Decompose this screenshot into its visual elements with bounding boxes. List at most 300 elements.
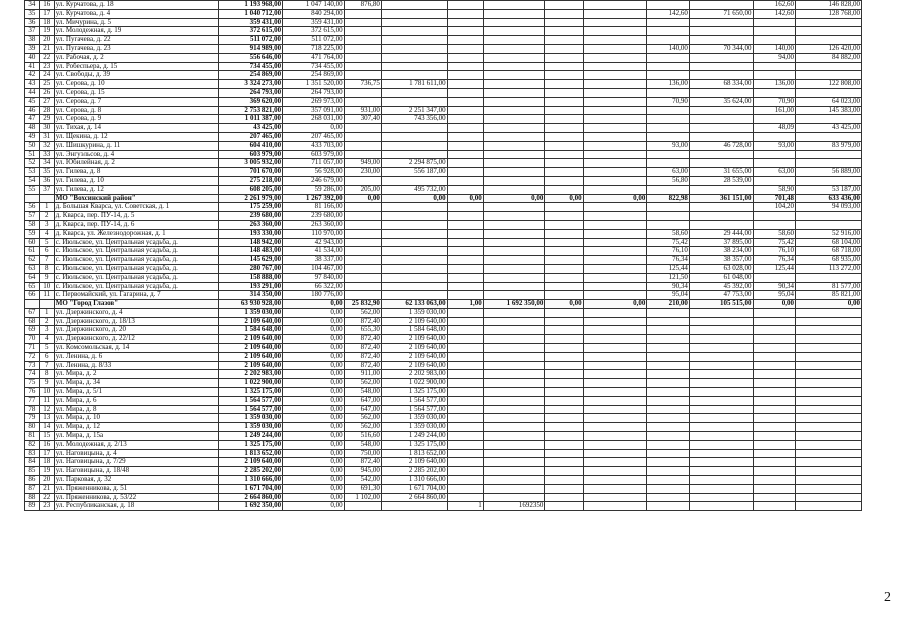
- table-cell: 58,90: [753, 185, 795, 194]
- table-cell: 110 970,00: [283, 229, 345, 238]
- table-cell: [447, 432, 483, 441]
- table-cell: 56 928,00: [283, 168, 345, 177]
- table-cell: 58: [25, 220, 40, 229]
- table-cell: [447, 326, 483, 335]
- table-cell: [545, 247, 583, 256]
- table-cell: 0,00: [283, 335, 345, 344]
- table-cell: [796, 273, 862, 282]
- table-cell: [545, 335, 583, 344]
- table-cell: [483, 97, 545, 106]
- table-row: [25, 36, 862, 45]
- table-cell: 34: [39, 159, 54, 168]
- table-cell: [483, 440, 545, 449]
- table-cell: [447, 396, 483, 405]
- table-cell: [447, 308, 483, 317]
- table-cell: [545, 423, 583, 432]
- table-cell: ул. Серова, д. 8: [54, 106, 219, 115]
- table-cell: ул. Шишкурина, д. 11: [54, 141, 219, 150]
- table-cell: [689, 220, 753, 229]
- table-cell: 34: [25, 1, 40, 10]
- table-cell: 76: [25, 388, 40, 397]
- table-cell: 62 133 063,00: [381, 300, 447, 309]
- table-cell: 736,75: [344, 80, 381, 89]
- table-cell: [545, 62, 583, 71]
- table-cell: [583, 71, 647, 80]
- table-cell: 471 764,00: [283, 53, 345, 62]
- table-cell: [483, 9, 545, 18]
- table-cell: [796, 476, 862, 485]
- table-cell: 0,00: [483, 194, 545, 203]
- table-cell: [583, 106, 647, 115]
- table-cell: 52: [25, 159, 40, 168]
- table-cell: 10: [39, 282, 54, 291]
- table-cell: 9: [39, 273, 54, 282]
- table-cell: [753, 212, 795, 221]
- table-cell: [583, 458, 647, 467]
- table-cell: 145 629,00: [219, 256, 283, 265]
- table-cell: 104,20: [753, 203, 795, 212]
- table-cell: [447, 176, 483, 185]
- table-cell: [583, 326, 647, 335]
- table-cell: [796, 212, 862, 221]
- table-cell: 2 261 979,00: [219, 194, 283, 203]
- table-cell: [447, 282, 483, 291]
- table-cell: [545, 396, 583, 405]
- table-cell: 511 072,00: [219, 36, 283, 45]
- table-row: [25, 326, 862, 335]
- table-cell: [689, 414, 753, 423]
- table-cell: 872,40: [344, 344, 381, 353]
- table-cell: 35 624,00: [689, 97, 753, 106]
- table-cell: 51: [25, 150, 40, 159]
- table-cell: 55: [25, 185, 40, 194]
- table-cell: 872,40: [344, 352, 381, 361]
- table-cell: 1 813 652,00: [219, 449, 283, 458]
- table-cell: [647, 36, 689, 45]
- table-cell: [583, 115, 647, 124]
- table-cell: 95,04: [753, 291, 795, 300]
- table-cell: 37 895,00: [689, 238, 753, 247]
- table-cell: [583, 361, 647, 370]
- table-cell: 76,10: [647, 247, 689, 256]
- table-cell: [647, 317, 689, 326]
- table-cell: 1 564 577,00: [219, 405, 283, 414]
- table-cell: [381, 247, 447, 256]
- table-cell: 87: [25, 484, 40, 493]
- table-cell: [689, 53, 753, 62]
- table-cell: [796, 405, 862, 414]
- table-cell: [689, 379, 753, 388]
- table-cell: 307,40: [344, 115, 381, 124]
- table-cell: [483, 203, 545, 212]
- table-cell: ул. Ленина, д. 6: [54, 352, 219, 361]
- table-cell: [689, 440, 753, 449]
- table-cell: 63,00: [647, 168, 689, 177]
- table-cell: [483, 247, 545, 256]
- table-cell: 93,00: [753, 141, 795, 150]
- table-cell: [796, 361, 862, 370]
- table-cell: [545, 256, 583, 265]
- table-cell: 193 330,00: [219, 229, 283, 238]
- table-row: [25, 150, 862, 159]
- table-row: [25, 405, 862, 414]
- table-cell: [545, 476, 583, 485]
- table-cell: 26: [39, 88, 54, 97]
- table-cell: [545, 106, 583, 115]
- table-cell: [344, 238, 381, 247]
- table-cell: 78: [25, 405, 40, 414]
- table-cell: д. Кварса, пер. ПУ-14, д. 5: [54, 212, 219, 221]
- table-cell: 148 483,00: [219, 247, 283, 256]
- table-cell: [344, 229, 381, 238]
- table-cell: [545, 9, 583, 18]
- table-cell: 9: [39, 379, 54, 388]
- table-cell: [583, 405, 647, 414]
- table-cell: ул. Молодежная, д. 2/13: [54, 440, 219, 449]
- table-cell: 10: [39, 388, 54, 397]
- table-cell: [647, 326, 689, 335]
- table-cell: 59 286,00: [283, 185, 345, 194]
- table-cell: ул. Республиканская, д. 18: [54, 502, 219, 511]
- table-cell: 246 679,00: [283, 176, 345, 185]
- table-cell: 53: [25, 168, 40, 177]
- table-cell: ул. Пряженникова, д. 53/22: [54, 493, 219, 502]
- table-cell: 16: [39, 1, 54, 10]
- table-cell: 603 979,00: [283, 150, 345, 159]
- table-cell: 45 392,00: [689, 282, 753, 291]
- table-cell: 2 109 640,00: [219, 317, 283, 326]
- table-cell: [447, 124, 483, 133]
- table-cell: [689, 106, 753, 115]
- table-cell: 0,00: [283, 352, 345, 361]
- table-cell: 88: [25, 493, 40, 502]
- table-cell: 63,00: [753, 168, 795, 177]
- table-cell: [583, 212, 647, 221]
- table-cell: 2 294 875,00: [381, 159, 447, 168]
- table-cell: [583, 414, 647, 423]
- table-row: [25, 484, 862, 493]
- table-cell: [545, 203, 583, 212]
- table-cell: [381, 1, 447, 10]
- table-cell: [483, 44, 545, 53]
- table-cell: 0,00: [381, 194, 447, 203]
- table-cell: 76,34: [647, 256, 689, 265]
- table-cell: [483, 273, 545, 282]
- table-cell: ул. Пугачева, д. 22: [54, 36, 219, 45]
- table-cell: [344, 220, 381, 229]
- table-cell: 56: [25, 203, 40, 212]
- table-cell: ул. Дзержинского, д. 22/12: [54, 335, 219, 344]
- table-cell: ул. Ленина, д. 8/33: [54, 361, 219, 370]
- table-cell: 128 768,00: [796, 9, 862, 18]
- table-cell: [545, 141, 583, 150]
- table-cell: [381, 18, 447, 27]
- table-cell: 140,00: [647, 44, 689, 53]
- table-cell: [381, 44, 447, 53]
- table-cell: [689, 449, 753, 458]
- table-row: [25, 1, 862, 10]
- table-cell: [583, 36, 647, 45]
- table-cell: 45: [25, 97, 40, 106]
- table-cell: 2 109 640,00: [381, 335, 447, 344]
- table-cell: [583, 467, 647, 476]
- table-cell: [689, 62, 753, 71]
- table-cell: 70 344,00: [689, 44, 753, 53]
- table-cell: 104 467,00: [283, 264, 345, 273]
- table-row: [25, 97, 862, 106]
- table-cell: [583, 88, 647, 97]
- table-cell: 701,48: [753, 194, 795, 203]
- table-cell: ул. Курчатова, д. 4: [54, 9, 219, 18]
- table-cell: [344, 9, 381, 18]
- table-row: [25, 212, 862, 221]
- table-cell: [545, 71, 583, 80]
- table-row: [25, 9, 862, 18]
- table-cell: [583, 159, 647, 168]
- table-cell: 2 109 640,00: [219, 335, 283, 344]
- table-cell: 433 703,00: [283, 141, 345, 150]
- table-cell: [483, 282, 545, 291]
- table-cell: [381, 97, 447, 106]
- table-cell: 0,00: [283, 405, 345, 414]
- table-cell: 372 615,00: [219, 27, 283, 36]
- table-cell: [583, 124, 647, 133]
- table-cell: 0,00: [283, 370, 345, 379]
- table-cell: 2 285 202,00: [219, 467, 283, 476]
- table-cell: ул. Тихая, д. 14: [54, 124, 219, 133]
- table-cell: [796, 326, 862, 335]
- table-cell: 44: [25, 88, 40, 97]
- table-cell: МО "Вохсинский район": [54, 194, 219, 203]
- table-cell: 125,44: [647, 264, 689, 273]
- table-row: [25, 370, 862, 379]
- table-cell: [545, 53, 583, 62]
- table-cell: [689, 159, 753, 168]
- table-cell: [796, 27, 862, 36]
- table-cell: [583, 27, 647, 36]
- table-cell: [483, 423, 545, 432]
- table-cell: 0,00: [283, 300, 345, 309]
- table-cell: [647, 18, 689, 27]
- table-cell: [545, 132, 583, 141]
- table-cell: 43: [25, 80, 40, 89]
- table-cell: 11: [39, 291, 54, 300]
- table-cell: 1692350: [483, 502, 545, 511]
- table-cell: 361 151,00: [689, 194, 753, 203]
- table-cell: 2 202 983,00: [219, 370, 283, 379]
- table-cell: 2 285 202,00: [381, 467, 447, 476]
- table-cell: [689, 1, 753, 10]
- table-cell: [483, 352, 545, 361]
- table-cell: [447, 97, 483, 106]
- table-cell: [39, 300, 54, 309]
- table-cell: 1 692 350,00: [483, 300, 545, 309]
- table-cell: 264 793,00: [219, 88, 283, 97]
- table-cell: [447, 141, 483, 150]
- table-cell: 1 813 652,00: [381, 449, 447, 458]
- table-cell: [483, 256, 545, 265]
- table-cell: 86: [25, 476, 40, 485]
- table-cell: 43 425,00: [219, 124, 283, 133]
- table-cell: 562,00: [344, 414, 381, 423]
- table-cell: [647, 106, 689, 115]
- table-cell: [583, 44, 647, 53]
- table-cell: 0,00: [344, 194, 381, 203]
- table-cell: [689, 124, 753, 133]
- table-cell: [344, 18, 381, 27]
- table-cell: [344, 44, 381, 53]
- table-cell: ул. Энгуэльсов, д. 4: [54, 150, 219, 159]
- table-cell: [647, 423, 689, 432]
- table-cell: ул. Мира, д. 12: [54, 423, 219, 432]
- table-cell: [689, 352, 753, 361]
- table-cell: ул. Наговицына, д. 7/29: [54, 458, 219, 467]
- table-cell: [583, 432, 647, 441]
- table-cell: [647, 344, 689, 353]
- table-cell: [381, 150, 447, 159]
- table-cell: 1: [39, 308, 54, 317]
- table-cell: [447, 449, 483, 458]
- table-cell: [753, 335, 795, 344]
- table-cell: 7: [39, 361, 54, 370]
- table-cell: 97 840,00: [283, 273, 345, 282]
- table-cell: 81 577,00: [796, 282, 862, 291]
- table-row: [25, 18, 862, 27]
- table-cell: [447, 115, 483, 124]
- table-row: [25, 124, 862, 133]
- table-cell: [483, 27, 545, 36]
- table-cell: 655,30: [344, 326, 381, 335]
- table-cell: 230,00: [344, 168, 381, 177]
- table-cell: 0,00: [283, 467, 345, 476]
- table-cell: 72: [25, 352, 40, 361]
- table-cell: 1 692 350,00: [219, 502, 283, 511]
- table-cell: [583, 264, 647, 273]
- table-cell: [545, 88, 583, 97]
- table-cell: [647, 493, 689, 502]
- table-cell: 2: [39, 317, 54, 326]
- table-cell: [447, 168, 483, 177]
- table-cell: 14: [39, 423, 54, 432]
- table-cell: [753, 440, 795, 449]
- table-cell: 142,60: [647, 9, 689, 18]
- table-cell: [545, 168, 583, 177]
- table-cell: [25, 194, 40, 203]
- table-cell: [447, 53, 483, 62]
- table-cell: 1 671 704,00: [219, 484, 283, 493]
- table-cell: ул. Рабочая, д. 2: [54, 53, 219, 62]
- table-cell: ул. Курчатова, д. 18: [54, 1, 219, 10]
- table-cell: [381, 291, 447, 300]
- table-cell: [545, 229, 583, 238]
- table-cell: [753, 308, 795, 317]
- table-cell: [447, 62, 483, 71]
- table-cell: [796, 88, 862, 97]
- table-cell: 0,00: [283, 484, 345, 493]
- table-cell: [583, 150, 647, 159]
- table-cell: [753, 352, 795, 361]
- table-cell: [483, 62, 545, 71]
- table-row: [25, 203, 862, 212]
- table-cell: ул. Мира, д. 10: [54, 414, 219, 423]
- table-cell: 67: [25, 308, 40, 317]
- table-cell: [647, 502, 689, 511]
- table-cell: 0,00: [283, 449, 345, 458]
- table-cell: 734 455,00: [219, 62, 283, 71]
- table-cell: ул. Мира, д. 8: [54, 405, 219, 414]
- table-cell: 3: [39, 220, 54, 229]
- table-cell: [483, 159, 545, 168]
- table-cell: [583, 344, 647, 353]
- table-cell: 105 515,00: [689, 300, 753, 309]
- table-cell: [483, 370, 545, 379]
- table-cell: 872,40: [344, 317, 381, 326]
- table-cell: [447, 273, 483, 282]
- table-cell: 79: [25, 414, 40, 423]
- table-cell: 2 109 640,00: [381, 344, 447, 353]
- table-cell: с. Июльское, ул. Центральная усадьба, д.: [54, 264, 219, 273]
- table-cell: 62: [25, 256, 40, 265]
- table-cell: ул. Мира, д. 15а: [54, 432, 219, 441]
- table-cell: [25, 300, 40, 309]
- table-cell: [583, 97, 647, 106]
- table-cell: [796, 388, 862, 397]
- table-cell: [447, 423, 483, 432]
- table-cell: 3 005 932,00: [219, 159, 283, 168]
- table-row: [25, 308, 862, 317]
- table-cell: 4: [39, 335, 54, 344]
- table-cell: [483, 168, 545, 177]
- table-cell: [796, 458, 862, 467]
- table-cell: [483, 432, 545, 441]
- table-cell: 53 187,00: [796, 185, 862, 194]
- table-cell: [447, 264, 483, 273]
- table-cell: 54: [25, 176, 40, 185]
- table-cell: [647, 220, 689, 229]
- table-cell: 84: [25, 458, 40, 467]
- table-cell: [647, 159, 689, 168]
- table-row: [25, 185, 862, 194]
- table-cell: [545, 344, 583, 353]
- table-cell: [753, 458, 795, 467]
- table-cell: [344, 27, 381, 36]
- table-cell: [344, 150, 381, 159]
- table-cell: 314 350,00: [219, 291, 283, 300]
- table-cell: [583, 220, 647, 229]
- table-cell: [447, 361, 483, 370]
- table-cell: 556 646,00: [219, 53, 283, 62]
- table-cell: [381, 282, 447, 291]
- table-cell: [344, 502, 381, 511]
- table-cell: с. Июльское, ул. Центральная усадьба, д.: [54, 282, 219, 291]
- table-cell: 46 728,00: [689, 141, 753, 150]
- table-cell: 75: [25, 379, 40, 388]
- table-cell: 69: [25, 326, 40, 335]
- table-cell: 876,80: [344, 1, 381, 10]
- table-cell: [344, 273, 381, 282]
- table-cell: 1: [39, 203, 54, 212]
- table-cell: 70,90: [647, 97, 689, 106]
- table-cell: [583, 247, 647, 256]
- table-cell: [545, 159, 583, 168]
- table-cell: [689, 27, 753, 36]
- table-cell: [583, 62, 647, 71]
- table-cell: 1 040 712,00: [219, 9, 283, 18]
- table-cell: ул. Мира, д. 5/1: [54, 388, 219, 397]
- table-cell: [447, 88, 483, 97]
- table-cell: 32: [39, 141, 54, 150]
- table-row: [25, 264, 862, 273]
